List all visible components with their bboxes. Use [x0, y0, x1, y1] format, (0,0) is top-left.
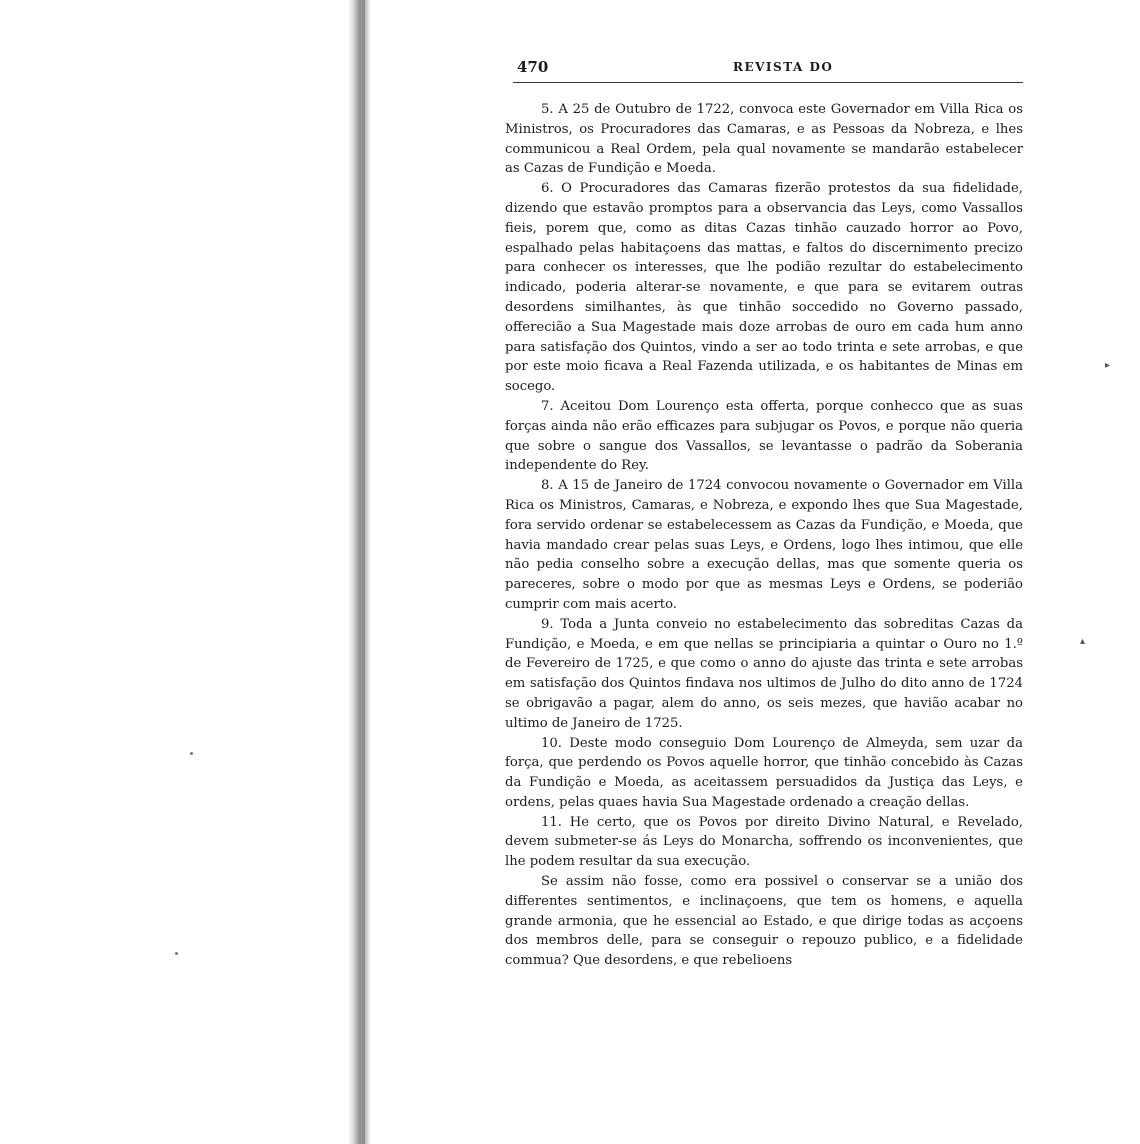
paragraph-10: 10. Deste modo conseguio Dom Lourenço de Almeyda, sem uzar da força, que perdendo os Povos aquelle horror, que tinhão concebido às Cazas da Fundição e Moeda, as aceitassem persuadidos da Justiça das Leys, e ordens, pelas quaes havia Sua Magestade ordenado a creação dellas. [505, 735, 1023, 810]
body-text [505, 100, 1023, 971]
paragraph-5: 5. A 25 de Outubro de 1722, convoca este Governador em Villa Rica os Ministros, os Procuradores das Camaras, e as Pessoas da Nobreza, e lhes communicou a Real Ordem, pela qual novamente se mandarão estabelecer as Cazas de Fundição e Moeda. [505, 102, 1023, 177]
scan-speck [175, 952, 178, 955]
margin-mark: ▴ [1080, 636, 1086, 647]
paragraph-8: 8. A 15 de Janeiro de 1724 convocou novamente o Governador em Villa Rica os Ministros, Camaras, e Nobreza, e expondo lhes que Sua Magestade, fora servido ordenar se estabelecessem as Cazas da Fundição, e Moeda, que havia mandado crear pelas suas Leys, e Ordens, logo lhes intimou, que elle não pedia conselho sobre a execução dellas, mas que somente queria os pareceres, sobre o modo por que as mesmas Leys e Ordens, se poderião cumprir com mais acerto. [505, 478, 1023, 612]
scan-speck [190, 752, 193, 755]
running-title: REVISTA DO [733, 60, 834, 74]
paragraph-7: 7. Aceitou Dom Lourenço esta offerta, porque conhecco que as suas forças ainda não erão efficazes para subjugar os Povos, e porque não queria que sobre o sangue dos Vassallos, se levantasse o padrão da Soberania independente do Rey. [505, 398, 1023, 474]
paragraph-6: 6. O Procuradores das Camaras fizerão protestos da sua fidelidade, dizendo que estavão promptos para a observancia das Leys, como Vassallos fieis, porem que, como as ditas Cazas tinhão cauzado horror ao Povo, espalhado pelas habitaçoens das mattas, e faltos do discernimento precizo para conhecer os interesses, que lhe podião rezultar do estabelecimento indicado, poderia alterar-se novamente, e que para se evitarem outras desordens similhantes, às que tinhão soccedido no Governo passado, offerecião a Sua Magestade mais doze arrobas de ouro em cada hum anno para satisfação dos Quintos, vindo a ser ao todo trinta e sete arrobas, e que por este moio ficava a Real Fazenda utilizada, e os habitantes de Minas em socego. [505, 181, 1023, 395]
book-page [505, 52, 1023, 971]
paragraph-continuation: Se assim não fosse, como era possivel o conservar se a união dos differentes sentimentos, e inclinaçoens, que tem os homens, e aquella grande armonia, que he essencial ao Estado, e que dirige todas as acçoens dos membros delle, para se conseguir o repouzo publico, e a fidelidade commua? Que desordens, e que rebelioens [505, 874, 1023, 969]
paragraph-11: 11. He certo, que os Povos por direito Divino Natural, e Revelado, devem submeter-se ás Leys do Monarcha, soffrendo os inconvenientes, que lhe podem resultar da sua execução. [505, 814, 1023, 870]
page-binding-line [362, 0, 365, 1144]
margin-mark: ▸ [1105, 360, 1111, 371]
paragraph-9: 9. Toda a Junta conveio no estabelecimento das sobreditas Cazas da Fundição, e Moeda, e em que nellas se principiaria a quintar o Ouro no 1.º de Fevereiro de 1725, e que como o anno do ajuste das trinta e sete arrobas em satisfação dos Quintos findava nos ultimos de Julho do dito anno de 1724 se obrigavão a pagar, alem do anno, os seis mezes, que havião acabar no ultimo de Janeiro de 1725. [505, 616, 1023, 731]
running-head [505, 52, 1023, 78]
header-rule [513, 82, 1023, 83]
page-number: 470 [517, 58, 549, 76]
page-binding-shadow [348, 0, 370, 1144]
